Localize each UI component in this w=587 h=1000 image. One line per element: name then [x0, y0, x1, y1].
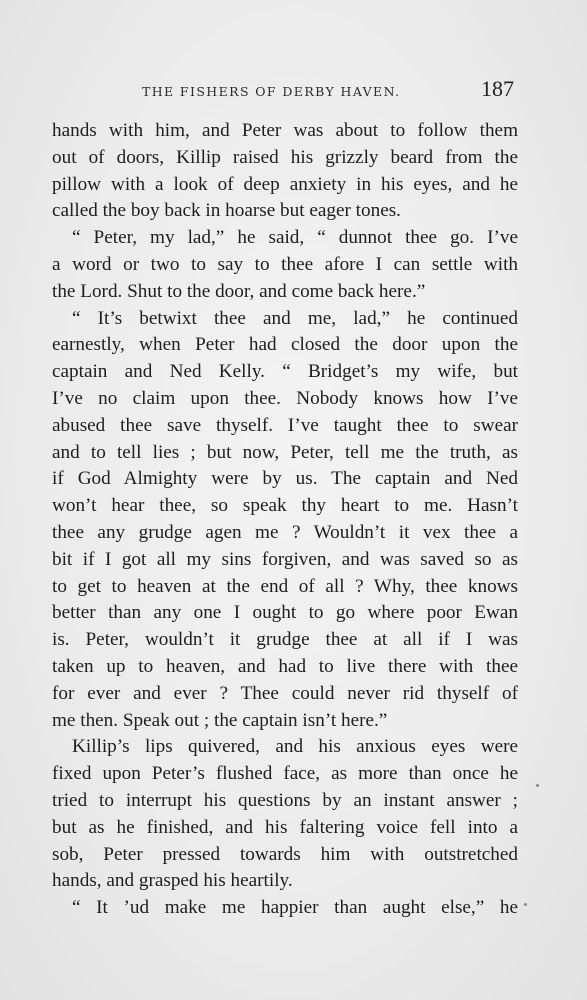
text-line: taken up to heaven, and had to live there with thee [52, 655, 518, 677]
text-line: earnestly, when Peter had closed the door upon the [52, 334, 518, 356]
text-line: Killip’s lips quivered, and his anxious eyes were [72, 736, 518, 758]
text-line: won’t hear thee, so speak thy heart to me. Hasn’t [52, 495, 518, 517]
text-line: to get to heaven at the end of all ? Why, thee knows [52, 575, 518, 597]
text-line: but as he finished, and his faltering voice fell into a [52, 816, 518, 838]
text-line: pillow with a look of deep anxiety in his eyes, and he [52, 173, 518, 195]
text-line: called the boy back in hoarse but eager tones. [52, 200, 401, 222]
text-line: “ It’s betwixt thee and me, lad,” he continued [72, 307, 518, 329]
paragraph [52, 118, 518, 225]
paragraph [52, 734, 518, 895]
paragraph [52, 306, 518, 735]
text-line: out of doors, Killip raised his grizzly beard from the [52, 146, 518, 168]
text-line: if God Almighty were by us. The captain and Ned [52, 468, 518, 490]
text-line: fixed upon Peter’s flushed face, as more than once he [52, 763, 518, 785]
text-line: thee any grudge agen me ? Wouldn’t it vex thee a [52, 521, 518, 543]
paper-speck [536, 784, 539, 787]
text-line: hands, and grasped his heartily. [52, 870, 293, 892]
text-line: abused thee save thyself. I’ve taught thee to swear [52, 414, 518, 436]
body-text [52, 118, 518, 922]
paragraph [52, 225, 518, 305]
text-line: hands with him, and Peter was about to follow them [52, 120, 518, 141]
text-line: for ever and ever ? Thee could never rid thyself of [52, 682, 518, 704]
text-line: is. Peter, wouldn’t it grudge thee at all if I was [52, 629, 518, 651]
paragraph [52, 895, 518, 922]
text-line: better than any one I ought to go where poor Ewan [52, 602, 518, 624]
text-line: me then. Speak out ; the captain isn’t here.” [52, 709, 388, 731]
text-line: a word or two to say to thee afore I can settle with [52, 253, 518, 275]
text-line: “ It ’ud make me happier than aught else,” he [72, 897, 518, 919]
text-line: tried to interrupt his questions by an instant answer ; [52, 789, 518, 811]
page-number: 187 [481, 76, 514, 101]
text-line: “ Peter, my lad,” he said, “ dunnot thee go. I’ve [72, 227, 518, 249]
text-line: bit if I got all my sins forgiven, and was saved so as [52, 548, 518, 570]
page-header [52, 76, 518, 106]
text-line: the Lord. Shut to the door, and come back here.” [52, 280, 426, 302]
text-line: sob, Peter pressed towards him with outstretched [52, 843, 518, 865]
text-line: captain and Ned Kelly. “ Bridget’s my wife, but [52, 361, 518, 383]
text-line: and to tell lies ; but now, Peter, tell me the truth, as [52, 441, 518, 463]
running-title: THE FISHERS OF DERBY HAVEN. [142, 84, 401, 99]
paper-speck [524, 903, 527, 906]
text-line: I’ve no claim upon thee. Nobody knows how I’ve [52, 387, 518, 409]
